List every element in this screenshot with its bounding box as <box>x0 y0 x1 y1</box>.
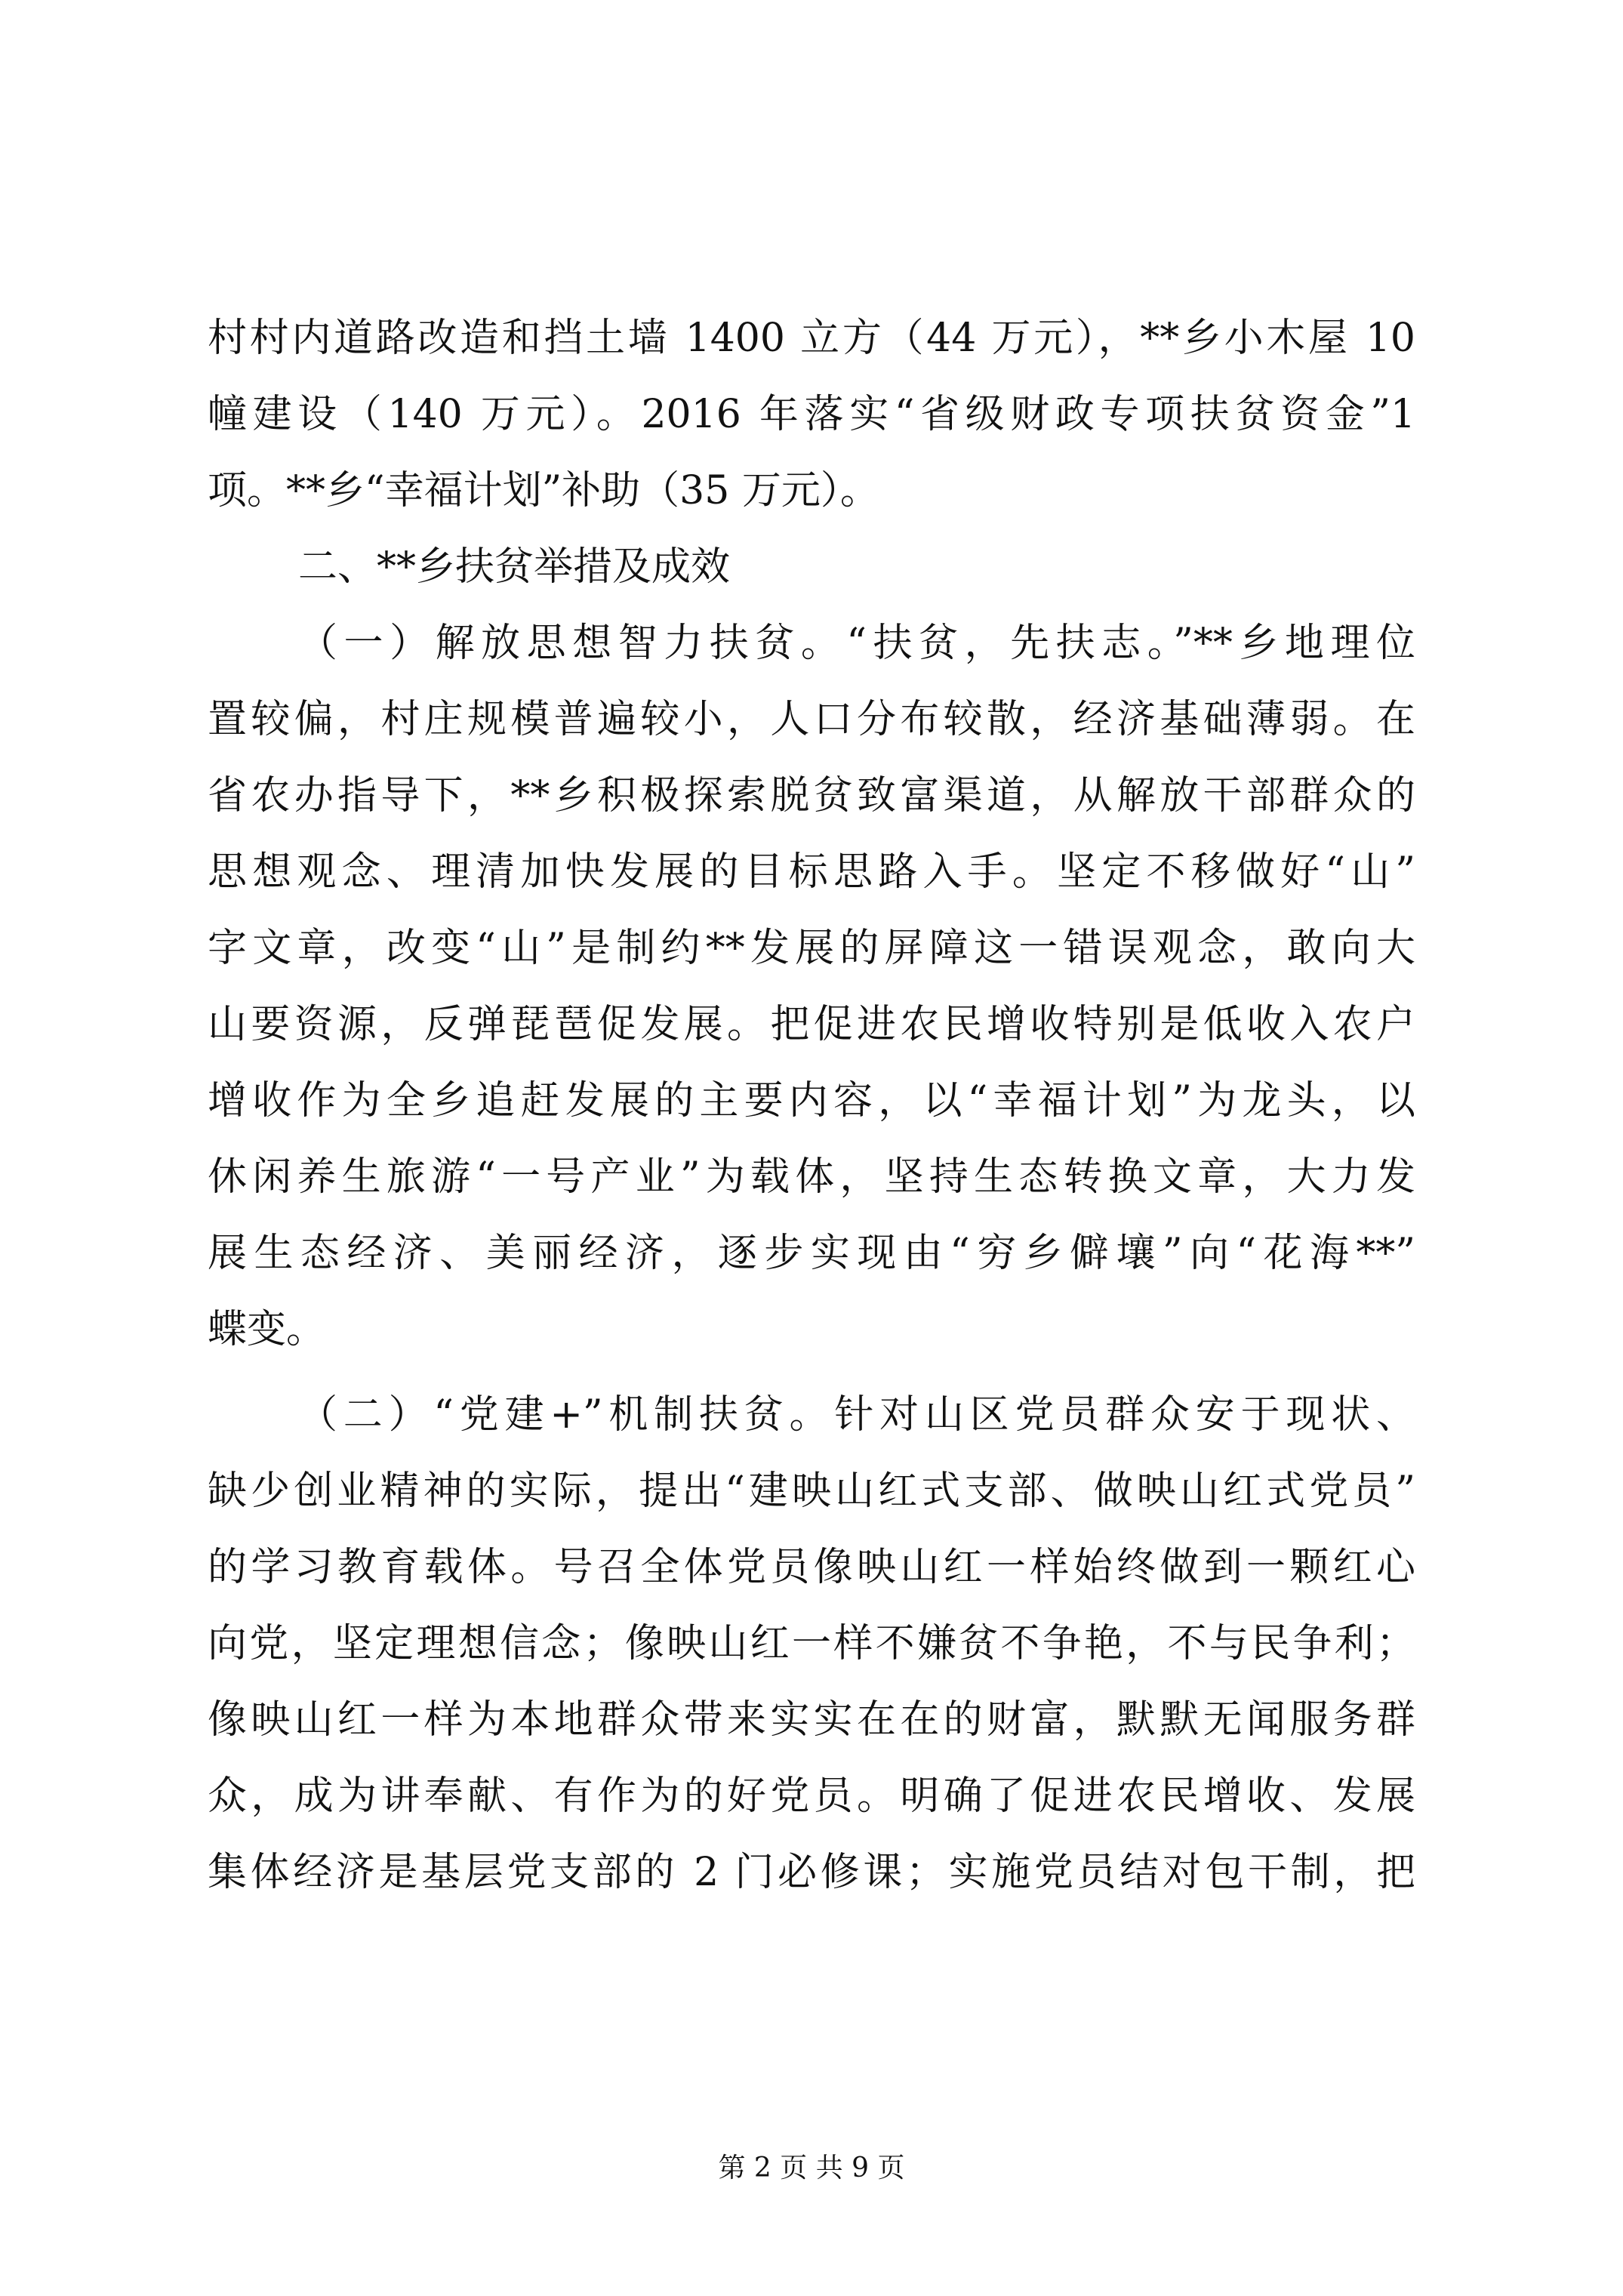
text-line: （二）“党建+”机制扶贫。针对山区党员群众安于现状、 <box>298 1392 1415 1438</box>
text-line: 缺少创业精神的实际，提出“建映山红式支部、做映山红式党员” <box>208 1469 1415 1514</box>
page-number: 第 2 页 共 9 页 <box>718 2153 905 2184</box>
text-line: 山要资源，反弹琵琶促发展。把促进农民增收特别是低收入农户 <box>208 1002 1415 1047</box>
section-heading: 二、**乡扶贫举措及成效 <box>298 544 731 590</box>
text-line: 省农办指导下，**乡积极探索脱贫致富渠道，从解放干部群众的 <box>208 773 1415 818</box>
paragraph-gap <box>208 1368 1415 1377</box>
text-line: 众，成为讲奉献、有作为的好党员。明确了促进农民增收、发展 <box>208 1774 1415 1819</box>
text-line: 展生态经济、美丽经济，逐步实现由“穷乡僻壤”向“花海**” <box>208 1231 1415 1276</box>
text-line: 字文章，改变“山”是制约**发展的屏障这一错误观念，敢向大 <box>208 926 1415 971</box>
document-body <box>208 300 1415 1911</box>
page-footer <box>0 2150 1623 2187</box>
text-line: 幢建设（140 万元）。2016 年落实“省级财政专项扶贫资金”1 <box>208 392 1415 437</box>
text-line: 向党，坚定理想信念；像映山红一样不嫌贫不争艳，不与民争利； <box>208 1621 1415 1666</box>
text-line: 的学习教育载体。号召全体党员像映山红一样始终做到一颗红心 <box>208 1545 1415 1590</box>
text-line: 置较偏，村庄规模普遍较小，人口分布较散，经济基础薄弱。在 <box>208 697 1415 742</box>
text-line: 村村内道路改造和挡土墙 1400 立方（44 万元），**乡小木屋 10 <box>208 316 1415 361</box>
text-line: 思想观念、理清加快发展的目标思路入手。坚定不移做好“山” <box>208 849 1415 895</box>
text-line: 项。**乡“幸福计划”补助（35 万元）。 <box>208 468 879 513</box>
text-line: 集体经济是基层党支部的 2 门必修课；实施党员结对包干制，把 <box>208 1850 1415 1895</box>
text-line: 蝶变。 <box>208 1307 326 1352</box>
text-line: 增收作为全乡追赶发展的主要内容，以“幸福计划”为龙头，以 <box>208 1078 1415 1123</box>
text-line: （一）解放思想智力扶贫。“扶贫，先扶志。”**乡地理位 <box>298 621 1415 666</box>
text-line: 休闲养生旅游“一号产业”为载体，坚持生态转换文章，大力发 <box>208 1154 1415 1200</box>
text-line: 像映山红一样为本地群众带来实实在在的财富，默默无闻服务群 <box>208 1697 1415 1743</box>
